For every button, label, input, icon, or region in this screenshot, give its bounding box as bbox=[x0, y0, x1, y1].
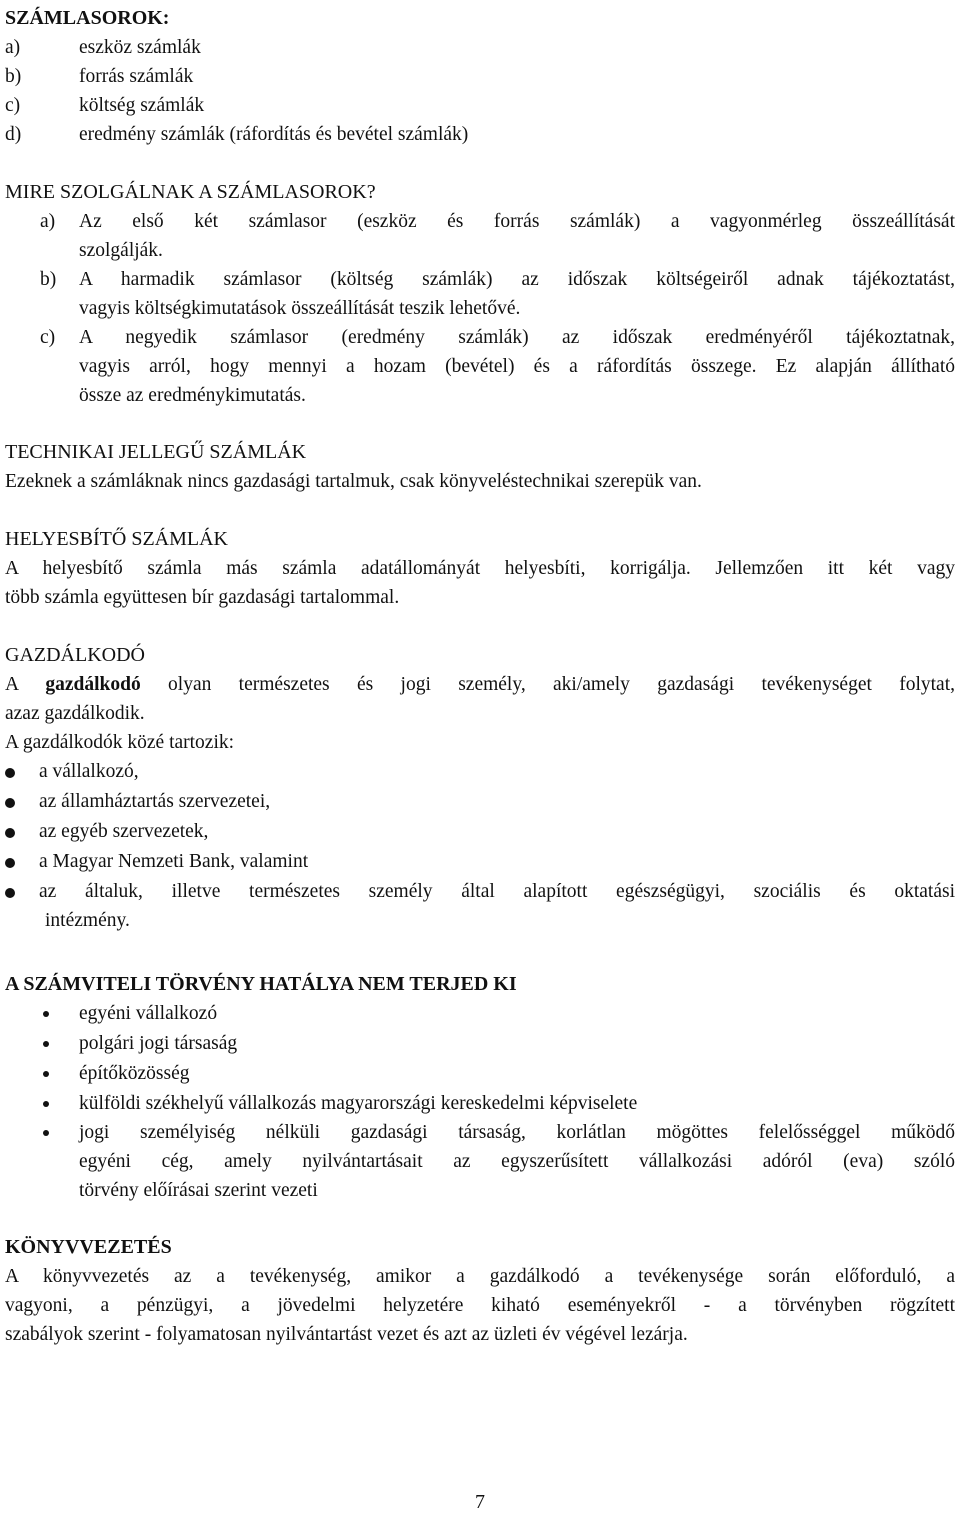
mire-szolgalnak-list bbox=[5, 207, 955, 410]
bullet-icon bbox=[43, 1101, 49, 1107]
bullet-icon bbox=[5, 888, 15, 898]
heading-mire-szolgalnak: MIRE SZOLGÁLNAK A SZÁMLASOROK? bbox=[5, 181, 376, 203]
list-item-text: intézmény. bbox=[45, 910, 130, 931]
list-item bbox=[5, 1089, 955, 1118]
list-item bbox=[5, 1118, 955, 1205]
bullet-icon bbox=[43, 1011, 49, 1017]
list-item bbox=[5, 120, 955, 149]
definition-term: gazdálkodó bbox=[45, 674, 141, 695]
gazdalkodo-intro: A gazdálkodók közé tartozik: bbox=[5, 732, 235, 753]
bullet-icon bbox=[43, 1071, 49, 1077]
list-marker: b) bbox=[5, 66, 22, 87]
list-item-text: törvény előírásai szerint vezeti bbox=[79, 1180, 318, 1201]
heading-gazdalkodo: GAZDÁLKODÓ bbox=[5, 644, 145, 666]
hatalya-list bbox=[5, 999, 955, 1205]
heading-technikai: TECHNIKAI JELLEGŰ SZÁMLÁK bbox=[5, 441, 307, 463]
list-item-text: az általuk, illetve természetes személy által alapított egészségügyi, szociális és oktatási bbox=[39, 881, 955, 902]
bullet-icon bbox=[5, 768, 15, 778]
heading-szamlasorok: SZÁMLASOROK: bbox=[5, 7, 170, 29]
heading-helyesbito: HELYESBÍTŐ SZÁMLÁK bbox=[5, 528, 228, 550]
list-item-text: költség számlák bbox=[79, 95, 205, 116]
gazdalkodo-definition-line2: azaz gazdálkodik. bbox=[5, 703, 145, 724]
bullet-icon bbox=[43, 1041, 49, 1047]
list-item bbox=[5, 1059, 955, 1089]
list-marker: d) bbox=[5, 124, 22, 145]
list-item bbox=[5, 847, 955, 877]
list-item bbox=[5, 33, 955, 62]
heading-szamviteli-torveny: A SZÁMVITELI TÖRVÉNY HATÁLYA NEM TERJED KI bbox=[5, 973, 517, 995]
gazdalkodo-list bbox=[5, 757, 955, 935]
list-item-text: a Magyar Nemzeti Bank, valamint bbox=[39, 851, 309, 872]
list-item-text: egyéni vállalkozó bbox=[79, 1003, 218, 1024]
bullet-icon bbox=[43, 1130, 49, 1136]
konyvvezetes-text-line2: vagyoni, a pénzügyi, a jövedelmi helyzetére kiható eseményekről - a törvényben rögzített bbox=[5, 1295, 955, 1316]
list-item-text: jogi személyiség nélküli gazdasági társaság, korlátlan mögöttes felelősséggel működő bbox=[79, 1122, 955, 1143]
list-item bbox=[5, 817, 955, 847]
list-item-text: az államháztartás szervezetei, bbox=[39, 791, 271, 812]
list-item bbox=[5, 757, 955, 787]
list-item-text: forrás számlák bbox=[79, 66, 194, 87]
heading-konyvvezetes: KÖNYVVEZETÉS bbox=[5, 1236, 172, 1258]
list-item-text: a vállalkozó, bbox=[39, 761, 139, 782]
list-item-text: eredmény számlák (ráfordítás és bevétel számlák) bbox=[79, 124, 469, 145]
list-item bbox=[5, 265, 955, 323]
list-marker: a) bbox=[40, 211, 56, 232]
page-number: 7 bbox=[475, 1491, 485, 1513]
list-item-text: össze az eredménykimutatás. bbox=[79, 385, 306, 406]
list-item bbox=[5, 207, 955, 265]
list-item-text: külföldi székhelyű vállalkozás magyarországi kereskedelmi képviselete bbox=[79, 1093, 638, 1114]
list-item bbox=[5, 1029, 955, 1059]
list-marker: c) bbox=[5, 95, 21, 116]
definition-text: A bbox=[5, 674, 46, 695]
list-item-text: vagyis arról, hogy mennyi a hozam (bevétel) és a ráfordítás összege. Ez alapján állítható bbox=[79, 356, 955, 377]
list-item-text: A harmadik számlasor (költség számlák) az időszak költségeiről adnak tájékoztatást, bbox=[79, 269, 955, 290]
list-marker: c) bbox=[40, 327, 56, 348]
list-item-text: vagyis költségkimutatások összeállítását teszik lehetővé. bbox=[79, 298, 521, 319]
list-item-text: egyéni cég, amely nyilvántartásait az egyszerűsített vállalkozási adóról (eva) szóló bbox=[79, 1151, 955, 1172]
helyesbito-text-line1: A helyesbítő számla más számla adatállományát helyesbíti, korrigálja. Jellemzően itt két vagy bbox=[5, 558, 955, 579]
technikai-text: Ezeknek a számláknak nincs gazdasági tartalmuk, csak könyveléstechnikai szerepük van. bbox=[5, 471, 702, 492]
list-marker: a) bbox=[5, 37, 21, 58]
bullet-icon bbox=[5, 828, 15, 838]
gazdalkodo-definition-line1 bbox=[5, 670, 955, 699]
list-item-text: eszköz számlák bbox=[79, 37, 201, 58]
konyvvezetes-text-line1: A könyvvezetés az a tevékenység, amikor a gazdálkodó a tevékenysége során előforduló, a bbox=[5, 1266, 955, 1287]
list-item bbox=[5, 62, 955, 91]
list-item bbox=[5, 323, 955, 410]
list-item bbox=[5, 91, 955, 120]
list-item bbox=[5, 999, 955, 1029]
list-item-text: Az első két számlasor (eszköz és forrás számlák) a vagyonmérleg összeállítását bbox=[79, 211, 955, 232]
list-item-text: építőközösség bbox=[79, 1063, 190, 1084]
bullet-icon bbox=[5, 798, 15, 808]
definition-text: olyan természetes és jogi személy, aki/amely gazdasági tevékenységet folytat, bbox=[140, 674, 955, 695]
konyvvezetes-text-line3: szabályok szerint - folyamatosan nyilvántartást vezet és azt az üzleti év végével lezárja. bbox=[5, 1324, 688, 1345]
szamlasorok-list bbox=[5, 33, 955, 149]
list-item-text: szolgálják. bbox=[79, 240, 163, 261]
helyesbito-text-line2: több számla együttesen bír gazdasági tartalommal. bbox=[5, 587, 400, 608]
list-item-text: az egyéb szervezetek, bbox=[39, 821, 209, 842]
list-item-text: polgári jogi társaság bbox=[79, 1033, 238, 1054]
bullet-icon bbox=[5, 858, 15, 868]
list-item bbox=[5, 877, 955, 935]
list-item-text: A negyedik számlasor (eredmény számlák) az időszak eredményéről tájékoztatnak, bbox=[79, 327, 955, 348]
list-marker: b) bbox=[40, 269, 57, 290]
list-item bbox=[5, 787, 955, 817]
